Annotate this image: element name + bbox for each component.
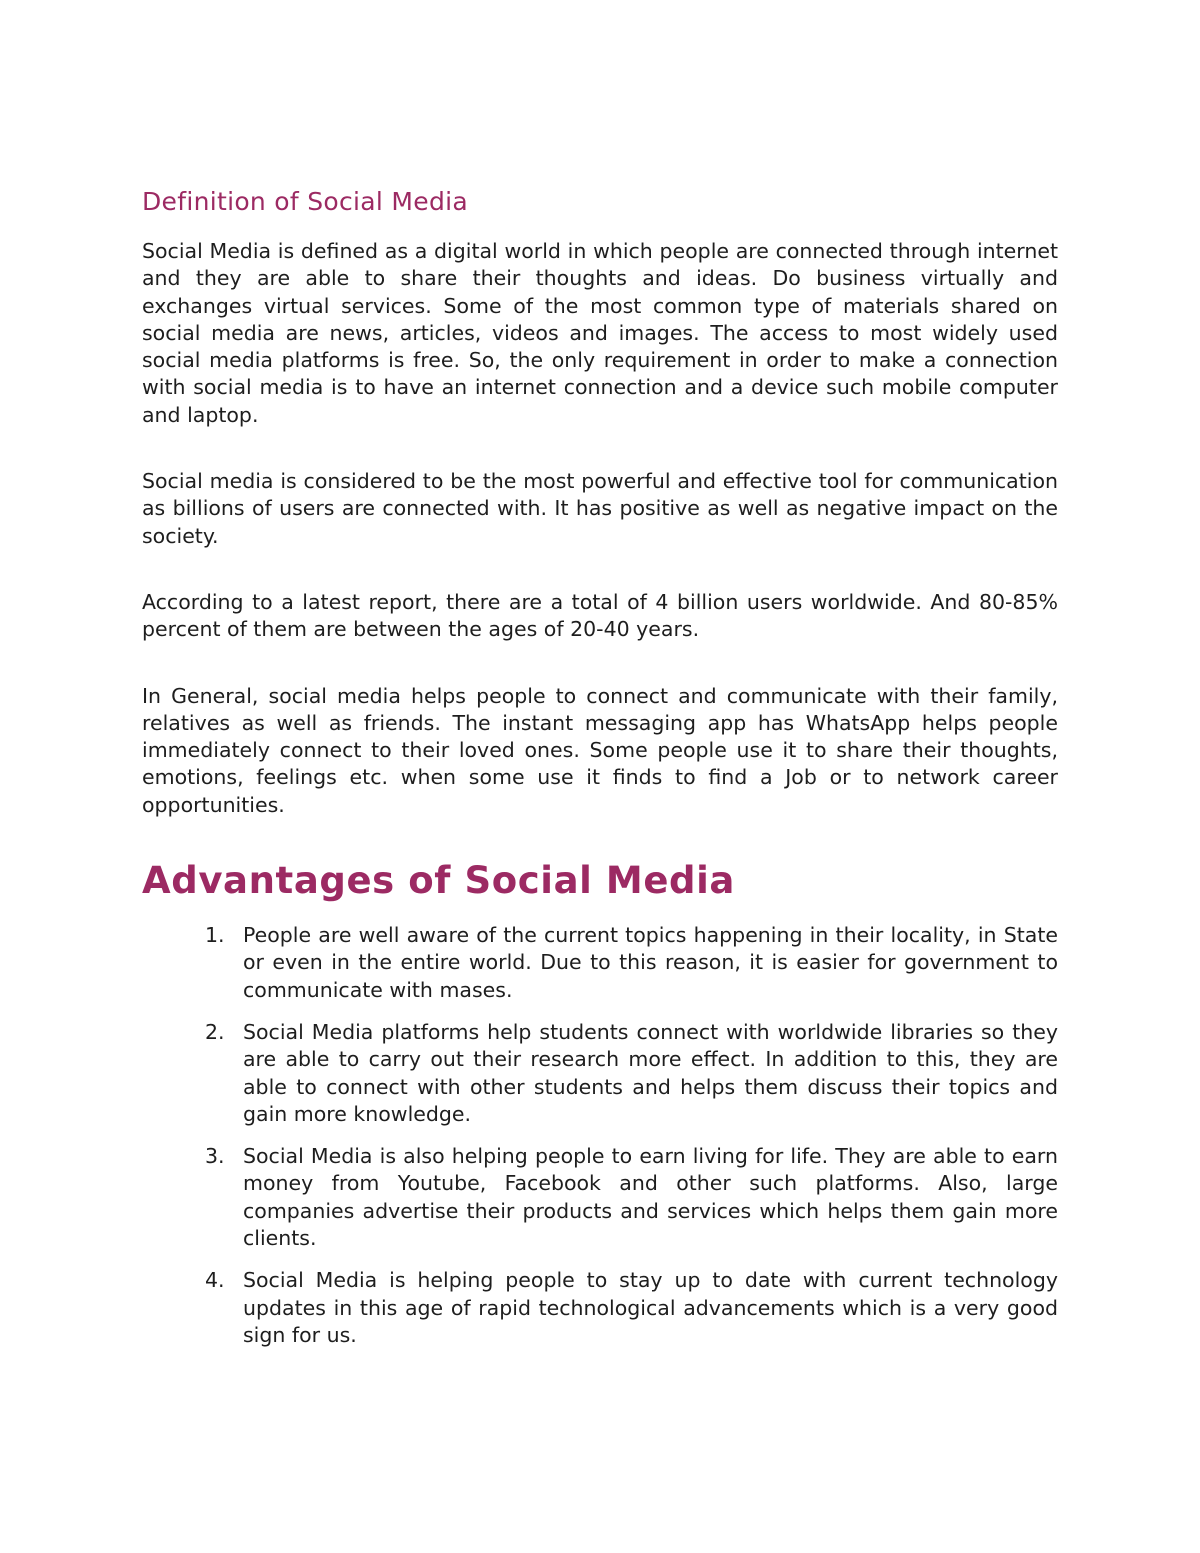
list-item: [142, 1019, 1058, 1128]
advantages-heading: Advantages of Social Media: [142, 859, 735, 903]
definition-paragraph-4: In General, social media helps people to connect and communicate with their family, relatives as well as friends. The instant messaging app has WhatsApp helps people immediately connect to their loved ones. Some people use it to share their thoughts, emotions, feelings etc. when some use it finds to find a Job or to network career opportunities.: [142, 683, 1058, 817]
definition-heading: Definition of Social Media: [142, 187, 469, 216]
list-item: [142, 922, 1058, 1004]
list-item-number: 4.: [205, 1268, 225, 1293]
definition-paragraph-3: According to a latest report, there are a total of 4 billion users worldwide. And 80-85% percent of them are between the ages of 20-40 years.: [142, 589, 1058, 642]
list-item-number: 3.: [205, 1144, 225, 1169]
advantages-list: [142, 922, 1058, 1349]
list-item: [142, 1267, 1058, 1349]
definition-paragraph-2: Social media is considered to be the most powerful and effective tool for communication as billions of users are connected with. It has positive as well as negative impact on the society.: [142, 469, 1058, 548]
list-item-number: 1.: [205, 923, 225, 948]
list-item-text: Social Media platforms help students connect with worldwide libraries so they are able to carry out their research more effect. In addition to this, they are able to connect with other students and helps them discuss their topics and gain more knowledge.: [243, 1019, 1058, 1126]
list-item-text: Social Media is helping people to stay up to date with current technology updates in this age of rapid technological advancements which is a very good sign for us.: [243, 1268, 1058, 1347]
list-item: [142, 1143, 1058, 1252]
list-item-text: Social Media is also helping people to earn living for life. They are able to earn money from Youtube, Facebook and other such platforms. Also, large companies advertise their products and services which helps them gain more clients.: [243, 1144, 1058, 1251]
list-item-text: People are well aware of the current topics happening in their locality, in State or even in the entire world. Due to this reason, it is easier for government to communicate with mases.: [243, 923, 1058, 1002]
document-page: [142, 186, 1058, 1364]
list-item-number: 2.: [205, 1019, 225, 1044]
definition-paragraph-1: Social Media is defined as a digital world in which people are connected through internet and they are able to share their thoughts and ideas. Do business virtually and exchanges virtual services. Some of the most common type of materials shared on social media are news, articles, videos and images. The access to most widely used social media platforms is free. So, the only requirement in order to make a connection with social media is to have an internet connection and a device such mobile computer and laptop.: [142, 239, 1058, 427]
